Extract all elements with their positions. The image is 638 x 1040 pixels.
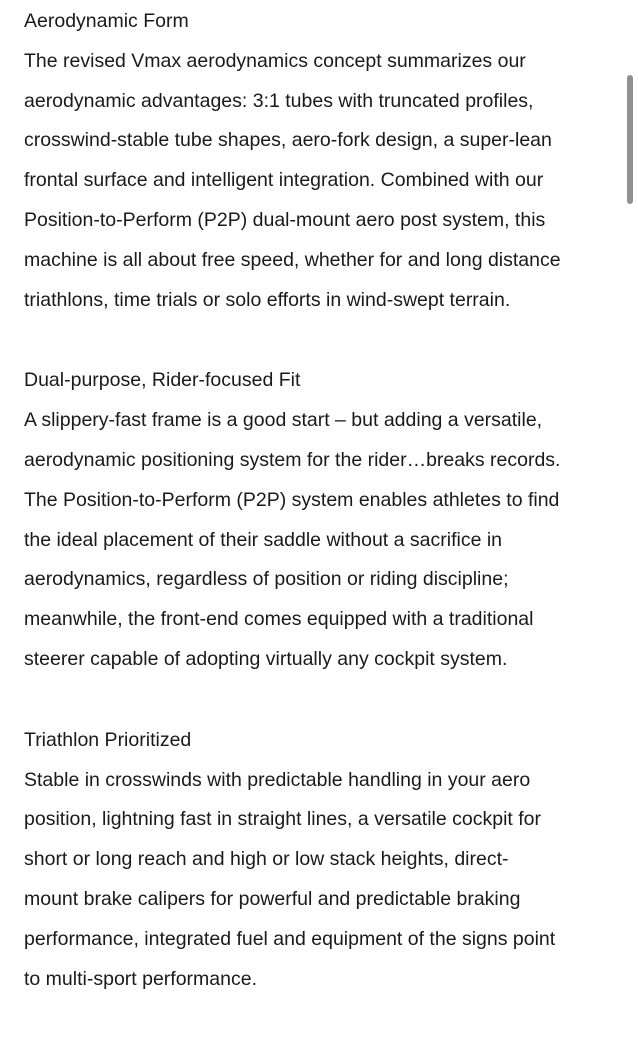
paragraph-line: mount brake calipers for powerful and predictable braking [24,887,521,910]
paragraph-line: Stable in crosswinds with predictable handling in your aero [24,768,531,791]
rider-focused-fit-section [24,361,614,679]
section-title: Aerodynamic Form [24,10,189,32]
paragraph-line: steerer capable of adopting virtually any cockpit system. [24,647,508,670]
paragraph-line: performance, integrated fuel and equipment of the signs point [24,927,556,950]
paragraph-line: crosswind-stable tube shapes, aero-fork design, a super-lean [24,129,552,152]
paragraph-line: to multi-sport performance. [24,967,258,990]
paragraph-line: short or long reach and high or low stack heights, direct- [24,848,509,871]
section-paragraph [24,401,614,680]
paragraph-line: meanwhile, the front-end comes equipped with a traditional [24,608,534,631]
paragraph-line: aerodynamic positioning system for the rider…breaks records. [24,448,561,471]
triathlon-prioritized-section [24,721,614,1000]
vertical-scrollbar-thumb[interactable] [627,75,633,204]
paragraph-line: The revised Vmax aerodynamics concept summarizes our [24,49,526,72]
paragraph-line: aerodynamics, regardless of position or riding discipline; [24,568,509,591]
paragraph-line: the ideal placement of their saddle without a sacrifice in [24,528,503,551]
article-content [24,2,614,1040]
paragraph-line: The Position-to-Perform (P2P) system enables athletes to find [24,488,560,511]
paragraph-line: aerodynamic advantages: 3:1 tubes with truncated profiles, [24,89,534,112]
section-paragraph [24,42,614,321]
section-title: Triathlon Prioritized [24,728,192,751]
paragraph-line: machine is all about free speed, whether for and long distance [24,248,561,271]
paragraph-line: triathlons, time trials or solo efforts in wind-swept terrain. [24,288,511,311]
section-title: Dual-purpose, Rider-focused Fit [24,369,301,392]
paragraph-line: Position-to-Perform (P2P) dual-mount aero post system, this [24,208,546,231]
paragraph-line: A slippery-fast frame is a good start – but adding a versatile, [24,409,543,432]
paragraph-line: position, lightning fast in straight lines, a versatile cockpit for [24,808,542,831]
paragraph-line: frontal surface and intelligent integration. Combined with our [24,169,544,192]
section-paragraph [24,761,614,1000]
aerodynamic-form-section [24,2,614,320]
